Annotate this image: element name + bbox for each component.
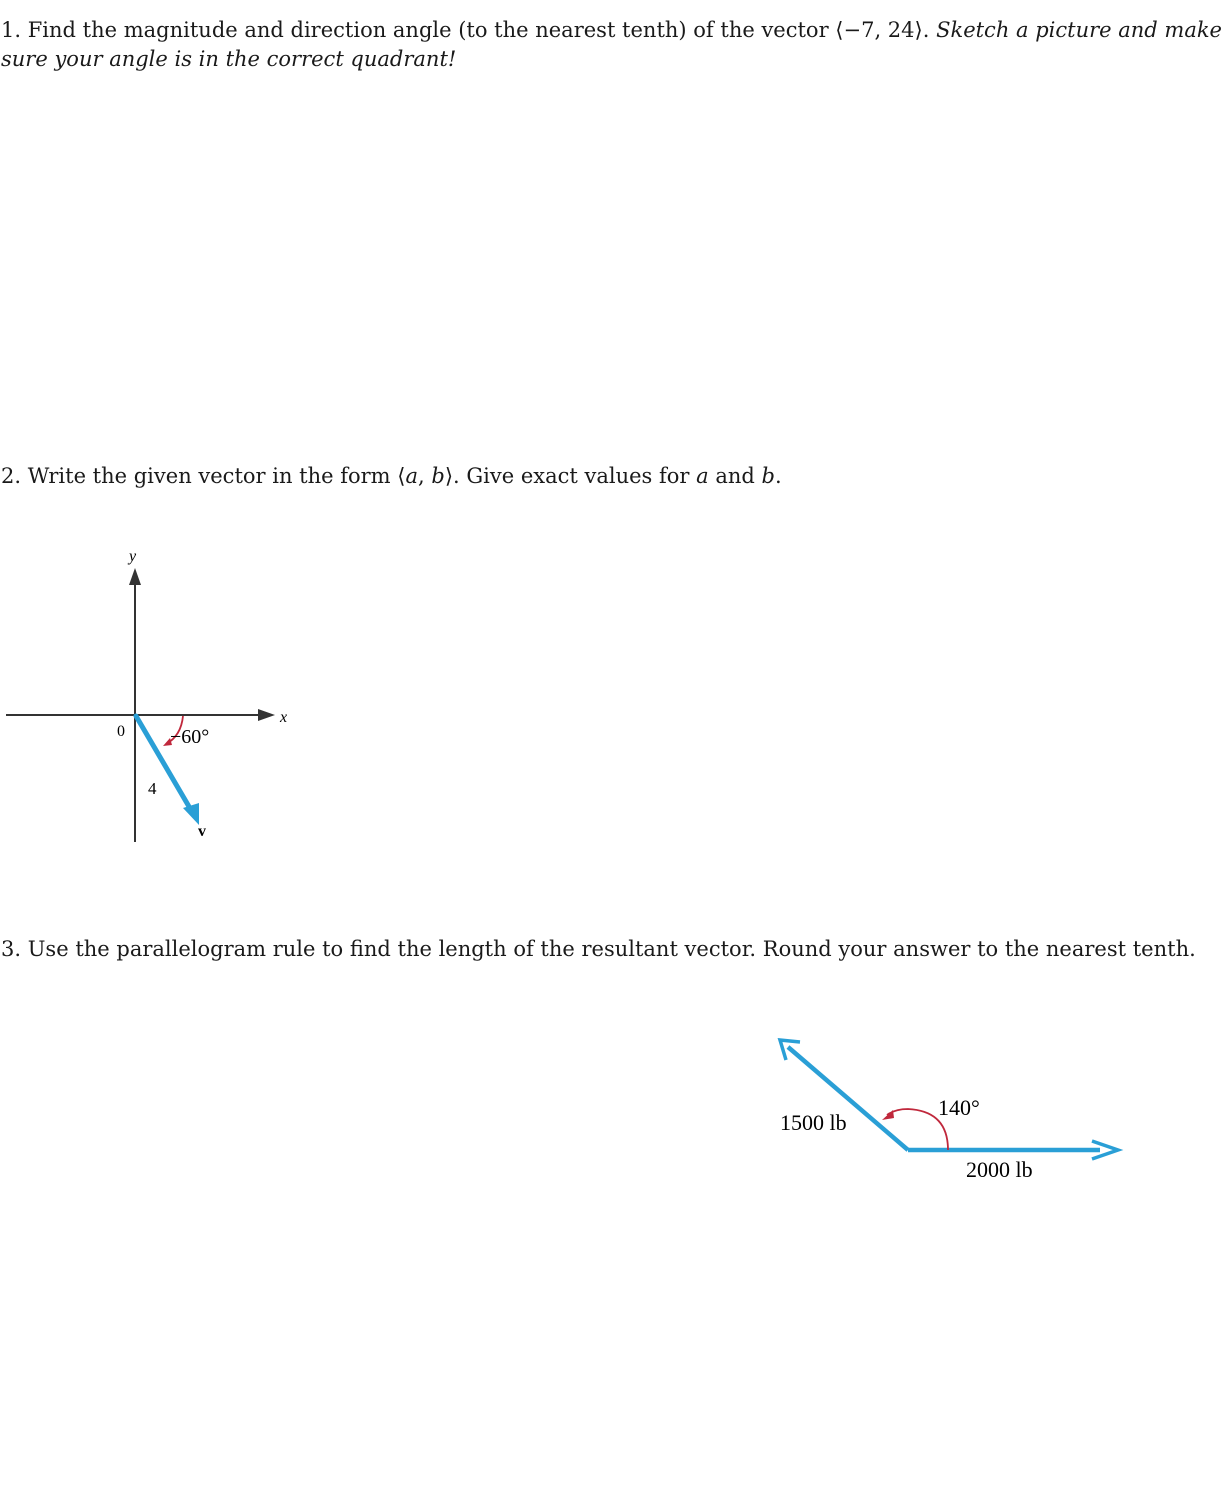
magnitude-label: 4 — [148, 779, 157, 798]
problem-2-var-a2: a — [696, 464, 709, 488]
problem-3 — [1, 935, 1196, 964]
problem-2-text-b: ⟩. Give exact values for — [444, 464, 697, 488]
problem-1-question: Find the magnitude and direction angle (to the nearest tenth) of the vector ⟨−7, 24⟩. — [27, 18, 930, 42]
problem-3-question: Use the parallelogram rule to find the length of the resultant vector. Round your answer to the nearest tenth. — [27, 937, 1196, 961]
force-1500-label: 1500 lb — [780, 1110, 847, 1135]
problem-2-period: . — [774, 464, 782, 488]
y-axis-label: y — [129, 548, 137, 565]
problem-1-instruction-cont: sure your angle is in the correct quadrant! — [1, 47, 457, 71]
figure-2-vector-diagram — [0, 540, 320, 860]
origin-label: 0 — [117, 723, 125, 740]
problem-2-var-b2: b — [761, 464, 775, 488]
problem-1 — [1, 16, 1222, 74]
figure-2-svg — [0, 540, 320, 860]
vector-label: v — [198, 823, 206, 840]
y-axis-arrow-icon — [129, 568, 141, 585]
problem-2-comma: , — [418, 464, 432, 488]
angle-label: −60° — [170, 726, 210, 748]
problem-2-var-b: b — [431, 464, 445, 488]
vector-v-arrowhead-icon — [183, 803, 199, 825]
x-axis-label: x — [280, 709, 288, 726]
problem-2-var-a: a — [405, 464, 418, 488]
problem-2-text-a: Write the given vector in the form ⟨ — [27, 464, 406, 488]
problem-3-number: 3. — [1, 937, 22, 961]
problem-1-number: 1. — [1, 18, 22, 42]
problem-2 — [1, 462, 782, 491]
angle-arc-140-arrow-icon — [882, 1110, 894, 1120]
figure-3-force-diagram — [770, 1025, 1130, 1205]
figure-3-svg — [770, 1025, 1130, 1205]
problem-1-instruction: Sketch a picture and make — [936, 18, 1222, 42]
angle-140-label: 140° — [938, 1095, 980, 1120]
force-2000-label: 2000 lb — [966, 1157, 1033, 1182]
problem-2-and: and — [708, 464, 762, 488]
problem-2-number: 2. — [1, 464, 22, 488]
x-axis-arrow-icon — [258, 709, 275, 721]
